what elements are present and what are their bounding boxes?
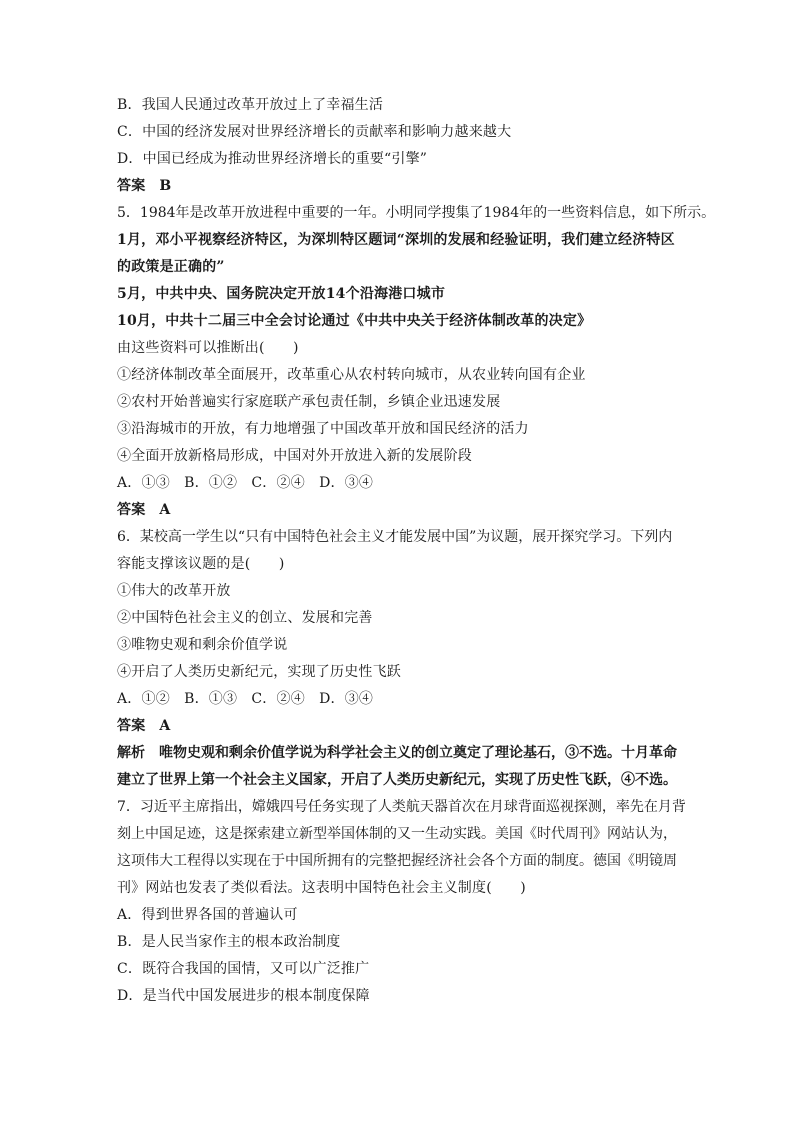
q7-stem-line3: 这项伟大工程得以实现在于中国所拥有的完整把握经济社会各个方面的制度。德国《明镜周 [117, 853, 677, 869]
q6-item-4: ④开启了人类历史新纪元，实现了历史性飞跃 [117, 664, 401, 680]
analysis-label: 解析 [117, 745, 145, 761]
q5-options: A．①③ B．①② C．②④ D．③④ [117, 475, 374, 491]
q6-stem-line2: 容能支撑该议题的是( ) [117, 556, 285, 572]
q7-option-b: B．是人民当家作主的根本政治制度 [117, 934, 341, 950]
q6-answer [117, 713, 709, 740]
q5-fact3: 10月，中共十二届三中全会讨论通过《中共中央关于经济体制改革的决定》 [117, 313, 592, 329]
q6-options: A．①② B．①③ C．②④ D．③④ [117, 691, 374, 707]
q4-option-c: C．中国的经济发展对世界经济增长的贡献率和影响力越来越大 [117, 124, 512, 140]
q5-fact2: 5月，中共中央、国务院决定开放14个沿海港口城市 [117, 286, 446, 302]
q5-fact1-line1: 1月，邓小平视察经济特区，为深圳特区题词“深圳的发展和经验证明，我们建立经济特区 [117, 232, 675, 248]
answer-label: 答案 [117, 502, 146, 518]
q5-item-4: ④全面开放新格局形成，中国对外开放进入新的发展阶段 [117, 448, 472, 464]
q5-stem: 5．1984年是改革开放进程中重要的一年。小明同学搜集了1984年的一些资料信息，如下所示。 [117, 205, 716, 221]
analysis-text: 唯物史观和剩余价值学说为科学社会主义的创立奠定了理论基石，③不选。十月革命 [159, 745, 677, 761]
q5-prompt: 由这些资料可以推断出( ) [117, 340, 299, 356]
q4-option-d: D．中国已经成为推动世界经济增长的重要“引擎” [117, 151, 428, 167]
answer-value: A [159, 718, 171, 734]
answer-label: 答案 [117, 718, 146, 734]
q6-analysis-line2: 建立了世界上第一个社会主义国家，开启了人类历史新纪元，实现了历史性飞跃，④不选。 [117, 772, 677, 788]
q5-item-1: ①经济体制改革全面展开，改革重心从农村转向城市，从农业转向国有企业 [117, 367, 586, 383]
q6-stem-line1: 6．某校高一学生以“只有中国特色社会主义才能发展中国”为议题，展开探究学习。下列内 [117, 529, 673, 545]
q6-item-3: ③唯物史观和剩余价值学说 [117, 637, 288, 653]
q7-stem-line2: 刻上中国足迹，这是探索建立新型举国体制的又一生动实践。美国《时代周刊》网站认为， [117, 826, 677, 842]
q5-item-3: ③沿海城市的开放，有力地增强了中国改革开放和国民经济的活力 [117, 421, 529, 437]
q7-option-a: A．得到世界各国的普遍认可 [117, 907, 298, 923]
q7-stem-line1: 7．习近平主席指出，嫦娥四号任务实现了人类航天器首次在月球背面巡视探测，率先在月背 [117, 799, 686, 815]
document-page [117, 92, 716, 1010]
answer-value: A [159, 502, 171, 518]
q5-fact1-line2: 的政策是正确的” [117, 259, 225, 275]
q6-analysis-line1 [117, 740, 709, 767]
q4-answer [117, 173, 709, 200]
q4-option-b: B．我国人民通过改革开放过上了幸福生活 [117, 97, 384, 113]
q6-item-1: ①伟大的改革开放 [117, 583, 231, 599]
answer-label: 答案 [117, 178, 146, 194]
q7-stem-line4: 刊》网站也发表了类似看法。这表明中国特色社会主义制度( ) [117, 880, 526, 896]
q7-option-d: D．是当代中国发展进步的根本制度保障 [117, 988, 370, 1004]
q5-answer [117, 497, 709, 524]
q6-item-2: ②中国特色社会主义的创立、发展和完善 [117, 610, 373, 626]
q7-option-c: C．既符合我国的国情，又可以广泛推广 [117, 961, 370, 977]
answer-value: B [159, 178, 172, 194]
q5-item-2: ②农村开始普遍实行家庭联产承包责任制，乡镇企业迅速发展 [117, 394, 501, 410]
